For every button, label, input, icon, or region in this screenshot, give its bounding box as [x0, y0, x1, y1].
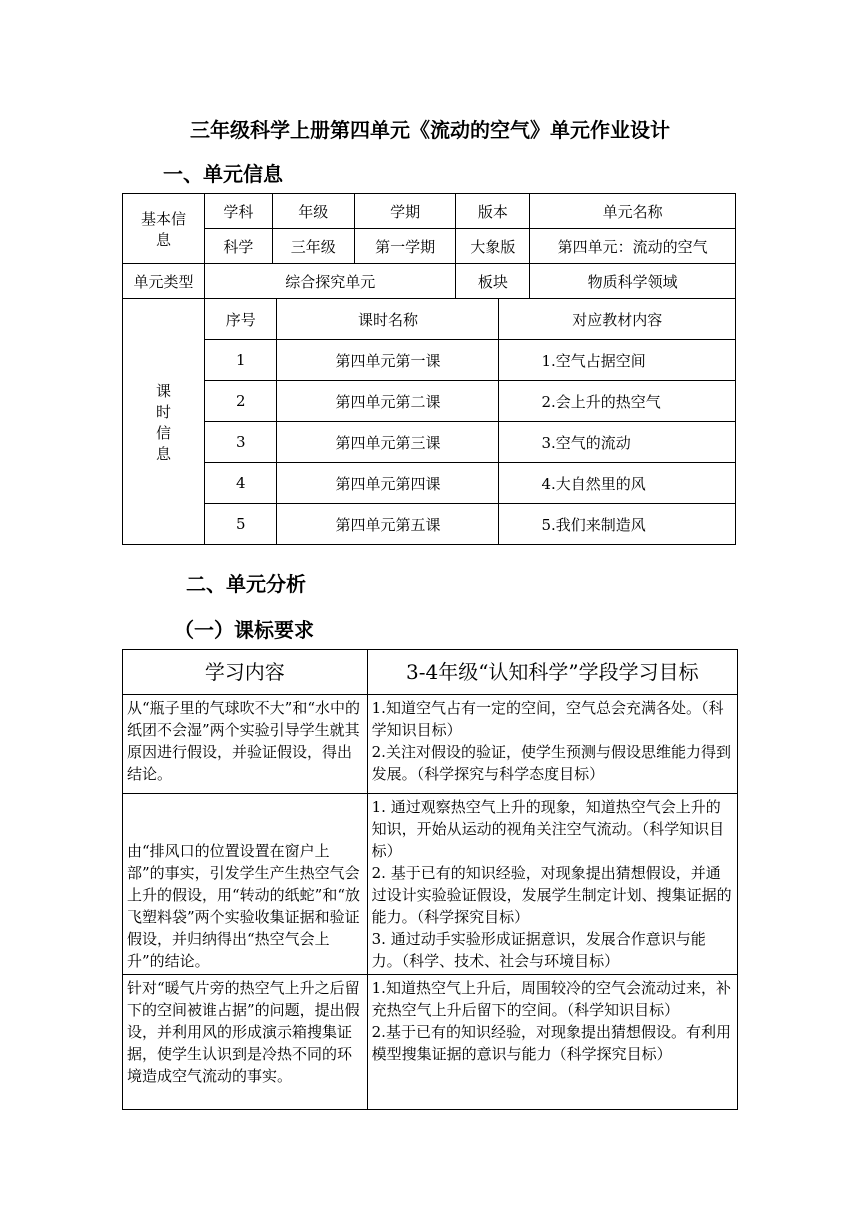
- value-subject: 科学: [204, 229, 272, 264]
- learning-content-cell: 针对“暖气片旁的热空气上升之后留下的空间被谁占据”的问题，提出假设，并利用风的形成演示箱搜集证据，使学生认识到是冷热不同的环境造成空气流动的事实。: [123, 975, 368, 1110]
- lesson-table: [205, 299, 735, 544]
- curriculum-table: [122, 649, 738, 1110]
- value-unit-name: 第四单元：流动的空气: [530, 229, 736, 264]
- unit-info-table: [122, 193, 736, 545]
- section-heading-unit-info: 一、单元信息: [163, 162, 283, 186]
- lesson-no: 3: [205, 422, 277, 463]
- lesson-name: 第四单元第五课: [277, 504, 499, 545]
- header-subject: 学科: [204, 194, 272, 229]
- header-grade: 年级: [272, 194, 354, 229]
- learning-goals-cell: 1.知道热空气上升后，周围较冷的空气会流动过来，补充热空气上升后留下的空间。（科学知识目标） 2.基于已有的知识经验，对现象提出猜想假设。有利用模型搜集证据的意识与能力（科学探究目标）: [367, 975, 737, 1110]
- lesson-header-content: 对应教材内容: [499, 299, 735, 340]
- header-term: 学期: [354, 194, 456, 229]
- unit-type-value: 综合探究单元: [204, 264, 456, 299]
- lesson-no: 2: [205, 381, 277, 422]
- lesson-info-label: 课时信息: [123, 299, 205, 545]
- lesson-content: 1.空气占据空间: [499, 340, 735, 381]
- value-edition: 大象版: [456, 229, 530, 264]
- learning-content-cell: 从“瓶子里的气球吹不大”和“水中的纸团不会湿”两个实验引导学生就其原因进行假设，并验证假设，得出结论。: [123, 695, 368, 794]
- learning-goals-cell: 1. 通过观察热空气上升的现象，知道热空气会上升的知识，开始从运动的视角关注空气流动。（科学知识目标） 2. 基于已有的知识经验，对现象提出猜想假设，并通过设计实验验证假设，发展学生制定计划、搜集证据的能力。（科学探究目标） 3. 通过动手实验形成证据意识，发展合作意识与能力。（科学、技术、社会与环境目标）: [367, 794, 737, 975]
- header-unit-name: 单元名称: [530, 194, 736, 229]
- lesson-name: 第四单元第一课: [277, 340, 499, 381]
- lesson-no: 1: [205, 340, 277, 381]
- lesson-header-no: 序号: [205, 299, 277, 340]
- lesson-name: 第四单元第二课: [277, 381, 499, 422]
- lesson-content: 3.空气的流动: [499, 422, 735, 463]
- lesson-header-name: 课时名称: [277, 299, 499, 340]
- block-value: 物质科学领域: [530, 264, 736, 299]
- lesson-name: 第四单元第四课: [277, 463, 499, 504]
- lesson-content: 4.大自然里的风: [499, 463, 735, 504]
- lesson-no: 5: [205, 504, 277, 545]
- lesson-no: 4: [205, 463, 277, 504]
- unit-type-label: 单元类型: [123, 264, 205, 299]
- lesson-name: 第四单元第三课: [277, 422, 499, 463]
- lesson-subtable-cell: [204, 299, 735, 545]
- block-label: 板块: [456, 264, 530, 299]
- header-learning-content: 学习内容: [123, 650, 368, 695]
- learning-goals-cell: 1.知道空气占有一定的空间，空气总会充满各处。（科学知识目标） 2.关注对假设的验证，使学生预测与假设思维能力得到发展。（科学探究与科学态度目标）: [367, 695, 737, 794]
- value-grade: 三年级: [272, 229, 354, 264]
- lesson-content: 2.会上升的热空气: [499, 381, 735, 422]
- subsection-heading-curriculum: （一）课标要求: [174, 618, 314, 642]
- header-edition: 版本: [456, 194, 530, 229]
- learning-content-cell: 由“排风口的位置设置在窗户上部”的事实，引发学生产生热空气会上升的假设，用“转动的纸蛇”和“放飞塑料袋”两个实验收集证据和验证假设，并归纳得出“热空气会上升”的结论。: [123, 794, 368, 975]
- lesson-content: 5.我们来制造风: [499, 504, 735, 545]
- basic-info-label: 基本信息: [123, 194, 205, 264]
- section-heading-unit-analysis: 二、单元分析: [186, 572, 306, 596]
- value-term: 第一学期: [354, 229, 456, 264]
- document-title: 三年级科学上册第四单元《流动的空气》单元作业设计: [190, 118, 670, 142]
- header-learning-goals: 3-4年级“认知科学”学段学习目标: [367, 650, 737, 695]
